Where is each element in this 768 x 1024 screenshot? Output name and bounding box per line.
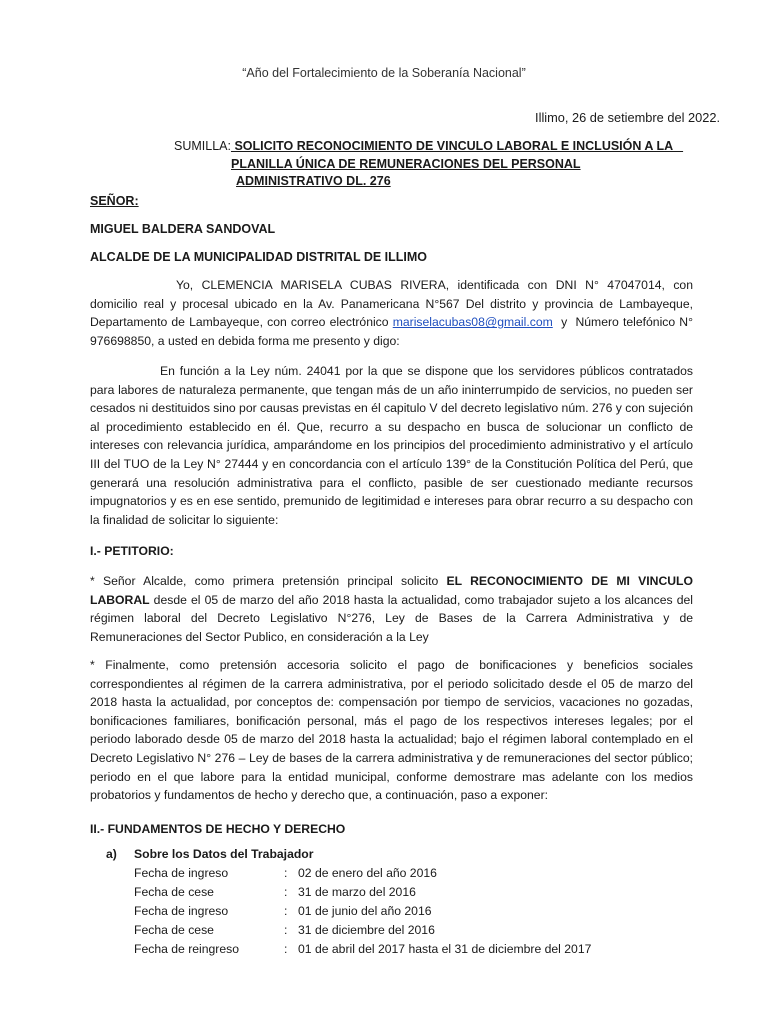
row-label: Fecha de reingreso <box>134 942 240 956</box>
petitorio-paragraph-2: * Finalmente, como pretensión accesoria solicito el pago de bonificaciones y beneficios sociales correspondientes al régimen de la carrera administrativa, por el periodo solicitado desde el 05 de marzo del 2018 hasta la actualidad, por conceptos de: compensación por tiempo de servicios, vacaciones no gozadas, bonificaciones familiares, bonificación personal, más el pago de los respectivos intereses legales; por el periodo laborado desde 05 de marzo del 2018 hasta la actualidad; bajo el régimen laboral contemplado en el Decreto Legislativo N° 276 – Ley de bases de la carrera administrativa y de remuneraciones del sector público; periodo en el que labore para la entidad municipal, conforme demostrare mas adelante con los medios probatorios y fundamentos de hecho y derecho que, a continuación, paso a exponer: <box>90 658 693 803</box>
list-item <box>134 940 591 959</box>
row-label: Fecha de ingreso <box>134 866 229 880</box>
row-label: Fecha de ingreso <box>134 904 229 918</box>
sumilla-text-1: SOLICITO RECONOCIMIENTO DE VINCULO LABORAL E INCLUSIÓN A LA <box>230 139 684 153</box>
row-value: 01 de junio del año 2016 <box>298 904 432 918</box>
sumilla-label: SUMILLA: <box>174 139 231 153</box>
row-label: Fecha de cese <box>134 923 214 937</box>
worker-data-list <box>134 864 591 959</box>
petitorio-text-1a: * Señor Alcalde, como primera pretensión principal solicito <box>90 574 447 588</box>
row-value: 02 de enero del año 2016 <box>298 866 437 880</box>
row-separator: : <box>284 866 288 880</box>
law-paragraph: En función a la Ley núm. 24041 por la que se dispone que los servidores públicos contratados para labores de naturaleza permanente, que tengan más de un año ininterrumpido de servicios, no pueden ser cesados ni destituidos sino por causas previstas en él capitulo V del decreto legislativo núm. 276 y con sujeción al procedimiento establecido en él. Que, recurro a su despacho en busca de solucionar un conflicto de intereses con relevancia jurídica, amparándome en los principios del procedimiento administrativo y el artículo III del TUO de la Ley N° 27444 y en concordancia con el artículo 139° de la Constitución Política del Perú, que generará una resolución administrativa para el conflicto, pasible de ser cuestionado mediante recursos impugnatorios y es en ese sentido, premunido de legitimidad e intereses para obrar recurro a su despacho con la finalidad de solicitar lo siguiente: <box>90 364 693 527</box>
fundamentos-heading: II.- FUNDAMENTOS DE HECHO Y DERECHO <box>90 822 346 836</box>
petitorio-text-1b: desde el 05 de marzo del año 2018 hasta la actualidad, como trabajador sujeto a los alcances del régimen laboral del Decreto Legislativo N°276, Ley de Bases de la Carrera Administrativa y de Remuneraciones del Sector Publico, en consideración a la Ley <box>90 592 693 644</box>
list-item <box>134 921 591 940</box>
list-item <box>134 902 591 921</box>
list-item <box>134 883 591 902</box>
row-separator: : <box>284 923 288 937</box>
intro-paragraph <box>90 276 697 350</box>
salutation: SEÑOR: <box>90 194 139 208</box>
date-line: Illimo, 26 de setiembre del 2022. <box>535 110 720 125</box>
row-separator: : <box>284 885 288 899</box>
row-label: Fecha de cese <box>134 885 214 899</box>
row-separator: : <box>284 942 288 956</box>
year-motto: “Año del Fortalecimiento de la Soberanía Nacional” <box>242 66 526 80</box>
email-link[interactable]: mariselacubas08@gmail.com <box>392 315 553 330</box>
petitorio-heading: I.- PETITORIO: <box>90 544 174 558</box>
sumilla-text-3: ADMINISTRATIVO DL. 276 <box>236 174 391 188</box>
item-label: a) <box>106 847 117 861</box>
list-item <box>134 864 591 883</box>
row-separator: : <box>284 904 288 918</box>
addressee-name: MIGUEL BALDERA SANDOVAL <box>90 222 276 236</box>
sumilla-text-2: PLANILLA ÚNICA DE REMUNERACIONES DEL PERSONAL <box>231 157 581 171</box>
intro-text: Yo, CLEMENCIA MARISELA CUBAS RIVERA, identificada con DNI N° 47047014, con domicilio real y procesal ubicado en la Av. Panamericana N°567 Del distrito y provincia de Lambayeque, Departamento de Lambayeque, con correo electrónico <box>90 278 693 330</box>
petitorio-paragraph-1 <box>90 572 693 646</box>
petitorio-bold: EL RECONOCIMIENTO DE MI VINCULO LABORAL <box>90 574 693 607</box>
row-value: 31 de marzo del 2016 <box>298 885 416 899</box>
sumilla-line-1 <box>174 138 683 155</box>
intro-text-end: y Número telefónico N° 976698850, a usted en debida forma me presento y digo: <box>90 315 697 348</box>
item-title: Sobre los Datos del Trabajador <box>134 847 314 861</box>
row-value: 31 de diciembre del 2016 <box>298 923 435 937</box>
row-value: 01 de abril del 2017 hasta el 31 de diciembre del 2017 <box>298 942 592 956</box>
addressee-title: ALCALDE DE LA MUNICIPALIDAD DISTRITAL DE ILLIMO <box>90 250 428 264</box>
